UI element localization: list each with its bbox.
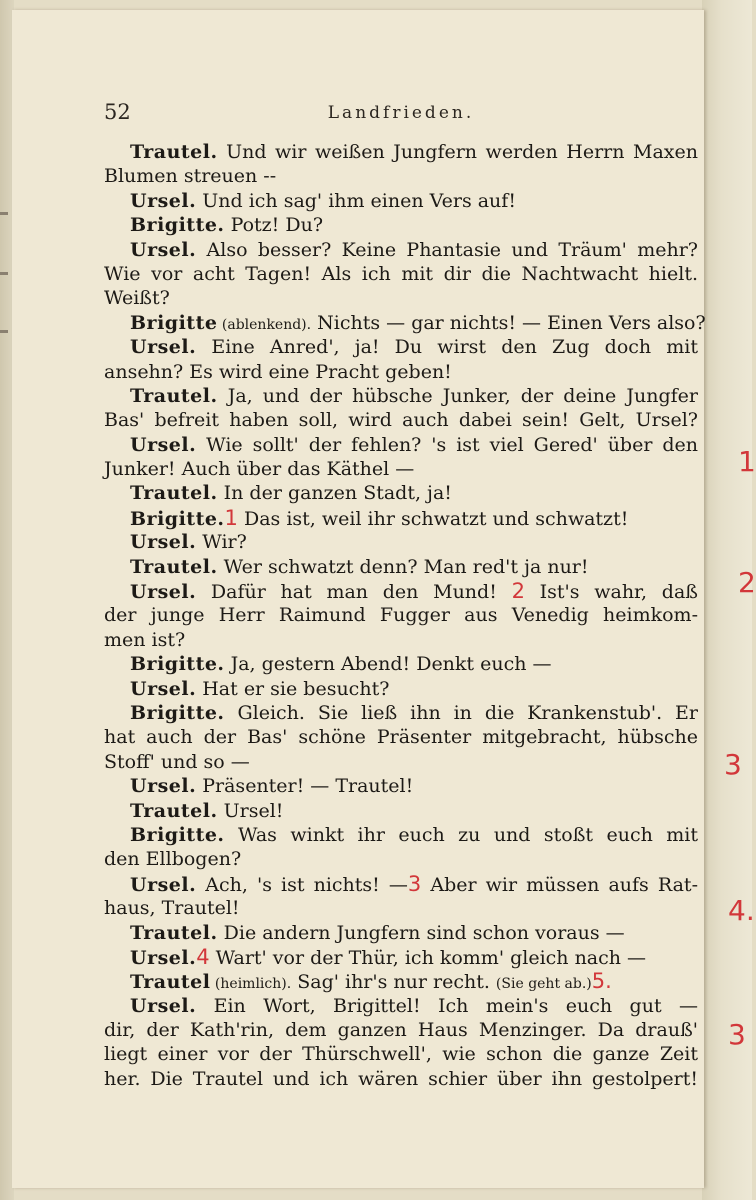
- line-text: dir, der Kath'rin, dem ganzen Haus Menzinger. Da drauß': [104, 1019, 698, 1042]
- text-line: [104, 823, 698, 847]
- speaker-name: Ursel.: [130, 531, 197, 554]
- text-line: [104, 164, 698, 188]
- speaker-name: Trautel.: [130, 555, 218, 578]
- line-text: ansehn? Es wird eine Pracht geben!: [104, 360, 452, 383]
- annotation-mark: 3: [407, 871, 422, 896]
- text-line: [104, 921, 698, 945]
- speaker-name: Ursel.: [130, 189, 197, 212]
- text-line: [104, 774, 698, 798]
- speaker-name: Trautel.: [130, 482, 218, 505]
- line-text: Dafür hat man den Mund!: [196, 581, 512, 604]
- text-line: [104, 262, 698, 286]
- stage-direction: (ablenkend).: [217, 316, 312, 333]
- line-text: Wer schwatzt denn? Man red't ja nur!: [217, 555, 589, 578]
- annotation-mark: 4: [196, 944, 210, 969]
- line-text: haus, Trautel!: [104, 897, 240, 920]
- margin-annotation: 3: [724, 748, 742, 781]
- line-text: Bas' befreit haben soll, wird auch dabei sein! Gelt, Ursel?: [104, 409, 698, 432]
- line-text: Eine Anred', ja! Du wirst den Zug doch mit: [196, 336, 698, 359]
- text-line: [104, 677, 698, 701]
- line-text: Ursel!: [217, 799, 284, 822]
- annotation-mark: 1: [224, 505, 238, 530]
- text-line: [104, 652, 698, 676]
- line-text: Ist's wahr, daß: [524, 581, 698, 604]
- speaker-name: Brigitte: [130, 311, 218, 334]
- text-line: [104, 1042, 698, 1066]
- text-body: [104, 140, 706, 1091]
- page-header: [104, 98, 698, 132]
- annotation-mark: 2: [511, 579, 525, 604]
- margin-annotation: 2: [738, 566, 756, 599]
- pencil-mark: [0, 212, 8, 215]
- text-line: [104, 579, 698, 603]
- speaker-name: Trautel.: [130, 921, 218, 944]
- line-text: Junker! Auch über das Käthel —: [104, 458, 415, 481]
- speaker-name: Ursel.: [130, 775, 197, 798]
- line-text: Sag' ihr's nur recht.: [291, 971, 496, 994]
- line-text: Das ist, weil ihr schwatzt und schwatzt!: [237, 507, 629, 530]
- line-text: Was winkt ihr euch zu und stoßt euch mit: [224, 823, 698, 846]
- text-line: [104, 311, 706, 335]
- speaker-name: Brigitte.: [130, 823, 225, 846]
- line-text: Nichts — gar nichts! — Einen Vers also?: [311, 311, 706, 334]
- stage-direction: (Sie geht ab.): [495, 976, 592, 993]
- speaker-name: Ursel.: [130, 581, 197, 604]
- text-line: [104, 799, 698, 823]
- line-text: Ja, gestern Abend! Denkt euch —: [224, 653, 552, 676]
- speaker-name: Ursel.: [130, 336, 197, 359]
- text-line: [104, 213, 698, 237]
- margin-annotation: 4.: [728, 894, 755, 927]
- text-line: [104, 457, 698, 481]
- line-text: Also besser? Keine Phantasie und Träum' mehr?: [196, 238, 698, 261]
- line-text: Ja, und der hübsche Junker, der deine Jungfer: [217, 384, 698, 407]
- speaker-name: Brigitte.: [130, 507, 225, 530]
- line-text: Die andern Jungfern sind schon voraus —: [217, 921, 625, 944]
- speaker-name: Ursel.: [130, 677, 197, 700]
- line-text: der junge Herr Raimund Fugger aus Venedig heimkom-: [104, 604, 698, 627]
- text-line: [104, 750, 698, 774]
- text-line: [104, 384, 698, 408]
- line-text: hat auch der Bas' schöne Präsenter mitgebracht, hübsche: [104, 726, 698, 749]
- text-line: [104, 238, 698, 262]
- line-text: Ach, 's ist nichts! —: [196, 873, 408, 896]
- speaker-name: Trautel.: [130, 384, 218, 407]
- speaker-name: Trautel.: [130, 799, 218, 822]
- stage-direction: (heimlich).: [210, 976, 292, 993]
- text-line: [104, 628, 698, 652]
- speaker-name: Ursel.: [130, 873, 197, 896]
- text-line: [104, 555, 698, 579]
- line-text: Wir?: [196, 531, 247, 554]
- text-line: [104, 408, 698, 432]
- line-text: Ein Wort, Brigittel! Ich mein's euch gut —: [196, 994, 698, 1017]
- text-line: [104, 286, 698, 310]
- text-line: [104, 725, 698, 749]
- text-line: [104, 701, 698, 725]
- speaker-name: Brigitte.: [130, 214, 225, 237]
- text-line: [104, 872, 698, 896]
- line-text: Blumen streuen --: [104, 165, 277, 188]
- text-line: [104, 994, 698, 1018]
- margin-annotation: 3: [728, 1018, 746, 1051]
- pencil-mark: [0, 330, 8, 333]
- text-line: [104, 969, 698, 993]
- line-text: Und ich sag' ihm einen Vers auf!: [196, 189, 516, 212]
- speaker-name: Trautel: [130, 971, 211, 994]
- speaker-name: Ursel.: [130, 994, 197, 1017]
- text-line: [104, 847, 698, 871]
- line-text: In der ganzen Stadt, ja!: [217, 482, 452, 505]
- line-text: Wie sollt' der fehlen? 's ist viel Gered' über den: [196, 433, 698, 456]
- text-line: [104, 896, 698, 920]
- line-text: Und wir weißen Jungfern werden Herrn Maxen: [217, 141, 698, 163]
- text-line: [104, 506, 698, 530]
- speaker-name: Ursel.: [130, 433, 197, 456]
- line-text: Hat er sie besucht?: [196, 677, 390, 700]
- line-text: her. Die Trautel und ich wären schier über ihn gestolpert!: [104, 1067, 698, 1090]
- text-line: [104, 1018, 698, 1042]
- line-text: Potz! Du?: [224, 214, 324, 237]
- line-text: Weißt?: [104, 287, 170, 310]
- text-line: [104, 433, 698, 457]
- text-line: [104, 1067, 698, 1091]
- text-line: [104, 140, 698, 164]
- line-text: Stoff' und so —: [104, 750, 250, 773]
- running-title: Landfrieden.: [327, 103, 475, 123]
- annotation-mark: 5.: [591, 969, 612, 994]
- text-line: [104, 189, 698, 213]
- line-text: liegt einer vor der Thürschwell', wie schon die ganze Zeit: [104, 1043, 698, 1066]
- line-text: Wie vor acht Tagen! Als ich mit dir die Nachtwacht hielt.: [104, 262, 698, 285]
- speaker-name: Ursel.: [130, 946, 197, 969]
- text-line: [104, 530, 698, 554]
- line-text: Aber wir müssen aufs Rat-: [421, 873, 698, 896]
- speaker-name: Trautel.: [130, 141, 218, 163]
- text-line: [104, 335, 698, 359]
- line-text: men ist?: [104, 628, 186, 651]
- text-line: [104, 603, 698, 627]
- speaker-name: Brigitte.: [130, 653, 225, 676]
- margin-annotation: 1: [738, 445, 756, 478]
- pencil-mark: [0, 272, 8, 275]
- text-line: [104, 481, 698, 505]
- line-text: Gleich. Sie ließ ihn in die Krankenstub'. Er: [224, 701, 698, 724]
- speaker-name: Ursel.: [130, 238, 197, 261]
- page-number: 52: [104, 100, 131, 124]
- line-text: Präsenter! — Trautel!: [196, 775, 414, 798]
- line-text: den Ellbogen?: [104, 848, 242, 871]
- text-line: [104, 945, 698, 969]
- speaker-name: Brigitte.: [130, 701, 225, 724]
- text-line: [104, 360, 698, 384]
- line-text: Wart' vor der Thür, ich komm' gleich nach —: [209, 946, 647, 969]
